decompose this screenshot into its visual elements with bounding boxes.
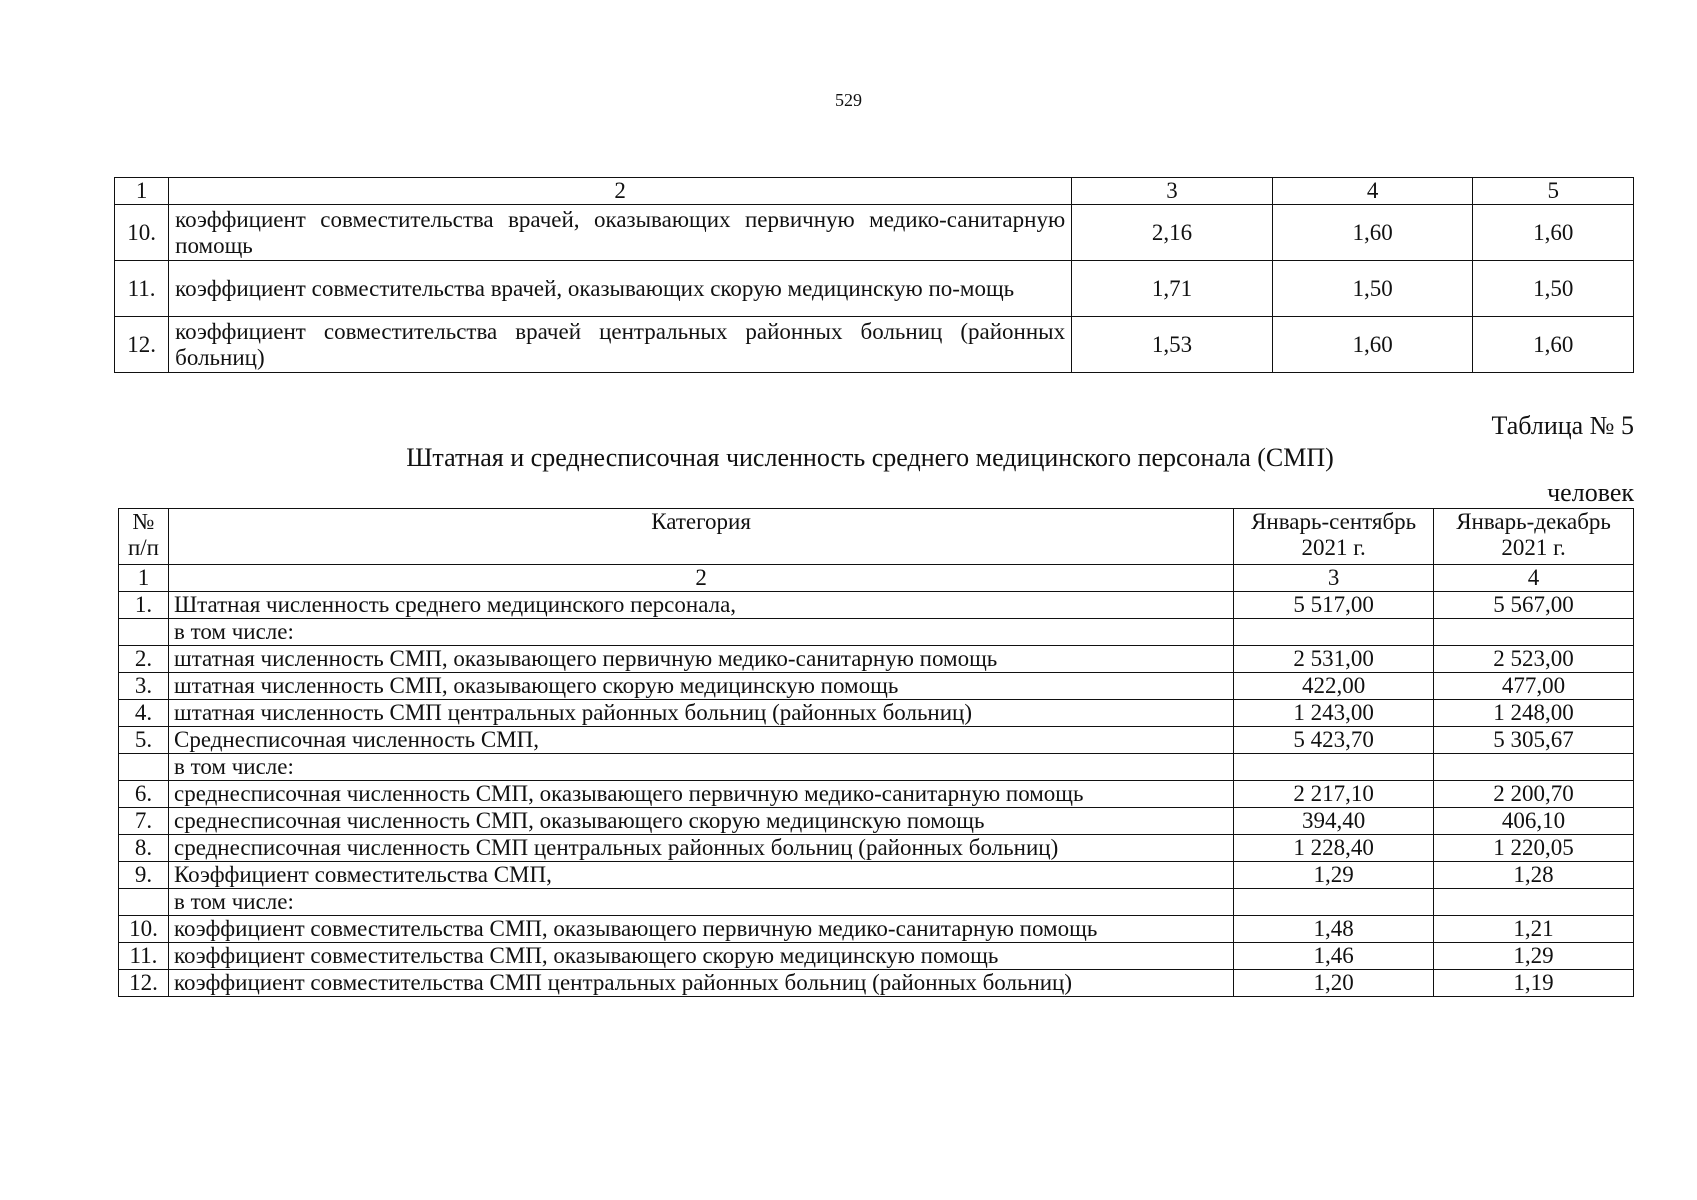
row-value-12m: 5 567,00: [1434, 592, 1634, 619]
header-category: [168, 509, 1233, 565]
row-value: 2,16: [1072, 205, 1273, 261]
row-value: 1,60: [1272, 205, 1473, 261]
table-row: [119, 592, 1634, 619]
row-value-12m: 1,29: [1434, 943, 1634, 970]
row-category: штатная численность СМП, оказывающего первичную медико-санитарную помощь: [168, 646, 1233, 673]
row-value-9m: 5 517,00: [1234, 592, 1434, 619]
row-value-12m: 1,28: [1434, 862, 1634, 889]
row-value-12m: 1 220,05: [1434, 835, 1634, 862]
header-period-9m: [1234, 509, 1434, 565]
column-number: 4: [1434, 565, 1634, 592]
table-row: [119, 889, 1634, 916]
staff-table: [118, 508, 1634, 997]
table-row: [119, 673, 1634, 700]
row-value-9m: 422,00: [1234, 673, 1434, 700]
column-numbers-row: [119, 565, 1634, 592]
row-number: 1.: [119, 592, 169, 619]
table-header-row: [115, 178, 1634, 205]
row-number: 10.: [119, 916, 169, 943]
row-value: 1,50: [1272, 261, 1473, 317]
row-value-12m: 477,00: [1434, 673, 1634, 700]
row-category: коэффициент совместительства СМП центральных районных больниц (районных больниц): [168, 970, 1233, 997]
row-number: 12.: [119, 970, 169, 997]
units-label: человек: [1547, 478, 1634, 507]
column-number: 4: [1272, 178, 1473, 205]
row-value: 1,50: [1473, 261, 1634, 317]
column-number: 3: [1072, 178, 1273, 205]
row-value-12m: 1,21: [1434, 916, 1634, 943]
table-row: [115, 205, 1634, 261]
table-row: [119, 619, 1634, 646]
row-category: штатная численность СМП, оказывающего скорую медицинскую помощь: [168, 673, 1233, 700]
row-value-9m: [1234, 619, 1434, 646]
row-category: в том числе:: [168, 619, 1233, 646]
row-text: коэффициент совместительства врачей, оказывающих первичную медико-санитарную помощь: [169, 205, 1072, 261]
row-number: 9.: [119, 862, 169, 889]
row-number: 5.: [119, 727, 169, 754]
header-period-12m-text: Январь-декабрь 2021 г.: [1456, 509, 1611, 560]
row-number: 10.: [115, 205, 169, 261]
table-row: [119, 808, 1634, 835]
table-row: [119, 781, 1634, 808]
row-value-12m: 2 200,70: [1434, 781, 1634, 808]
header-number-text: № п/п: [127, 509, 159, 560]
continued-table: [114, 177, 1634, 373]
table-row: [119, 916, 1634, 943]
table-row: [115, 261, 1634, 317]
row-value-9m: 5 423,70: [1234, 727, 1434, 754]
staff-table-body: [119, 592, 1634, 997]
row-category: Коэффициент совместительства СМП,: [168, 862, 1233, 889]
column-number: 2: [168, 565, 1233, 592]
row-number: 3.: [119, 673, 169, 700]
table-row: [119, 835, 1634, 862]
row-value-9m: 1,48: [1234, 916, 1434, 943]
row-text: коэффициент совместительства врачей, оказывающих скорую медицинскую по-мощь: [169, 261, 1072, 317]
header-number: [119, 509, 169, 565]
row-value-12m: 2 523,00: [1434, 646, 1634, 673]
column-number: 1: [115, 178, 169, 205]
row-number: 7.: [119, 808, 169, 835]
row-value: 1,60: [1473, 317, 1634, 373]
header-period-9m-text: Январь-сентябрь 2021 г.: [1251, 509, 1417, 560]
table-row: [119, 943, 1634, 970]
table-row: [119, 970, 1634, 997]
row-number: 4.: [119, 700, 169, 727]
row-value-9m: 1,46: [1234, 943, 1434, 970]
row-value-12m: 1 248,00: [1434, 700, 1634, 727]
row-value-9m: 2 531,00: [1234, 646, 1434, 673]
row-category: среднесписочная численность СМП, оказывающего первичную медико-санитарную помощь: [168, 781, 1233, 808]
row-value-9m: 2 217,10: [1234, 781, 1434, 808]
page-number: 529: [835, 90, 862, 110]
row-value-9m: 394,40: [1234, 808, 1434, 835]
row-number: [119, 754, 169, 781]
row-number: 2.: [119, 646, 169, 673]
row-category: коэффициент совместительства СМП, оказывающего скорую медицинскую помощь: [168, 943, 1233, 970]
row-value-9m: [1234, 889, 1434, 916]
row-value-12m: 5 305,67: [1434, 727, 1634, 754]
row-value-12m: 406,10: [1434, 808, 1634, 835]
table-row: [119, 700, 1634, 727]
row-number: [119, 619, 169, 646]
row-category: в том числе:: [168, 889, 1233, 916]
row-number: 11.: [115, 261, 169, 317]
row-category: Штатная численность среднего медицинского персонала,: [168, 592, 1233, 619]
row-value-12m: 1,19: [1434, 970, 1634, 997]
header-category-text: Категория: [651, 509, 751, 534]
row-value-9m: [1234, 754, 1434, 781]
row-number: 8.: [119, 835, 169, 862]
row-value-9m: 1 228,40: [1234, 835, 1434, 862]
row-category: Среднесписочная численность СМП,: [168, 727, 1233, 754]
column-number: 2: [169, 178, 1072, 205]
row-category: среднесписочная численность СМП центральных районных больниц (районных больниц): [168, 835, 1233, 862]
column-number: 3: [1234, 565, 1434, 592]
header-period-12m: [1434, 509, 1634, 565]
row-text: коэффициент совместительства врачей центральных районных больниц (районных больниц): [169, 317, 1072, 373]
row-value-9m: 1,20: [1234, 970, 1434, 997]
row-number: 11.: [119, 943, 169, 970]
table-row: [115, 317, 1634, 373]
row-value: 1,60: [1272, 317, 1473, 373]
row-value-9m: 1,29: [1234, 862, 1434, 889]
table-row: [119, 862, 1634, 889]
table-title: Штатная и среднесписочная численность среднего медицинского персонала (СМП): [406, 443, 1334, 472]
row-number: 6.: [119, 781, 169, 808]
row-category: коэффициент совместительства СМП, оказывающего первичную медико-санитарную помощь: [168, 916, 1233, 943]
table-caption: Таблица № 5: [1491, 411, 1634, 440]
row-value: 1,53: [1072, 317, 1273, 373]
row-number: 12.: [115, 317, 169, 373]
row-number: [119, 889, 169, 916]
row-value-12m: [1434, 754, 1634, 781]
row-category: среднесписочная численность СМП, оказывающего скорую медицинскую помощь: [168, 808, 1233, 835]
table-header-row: [119, 509, 1634, 565]
column-number: 1: [119, 565, 169, 592]
row-value-9m: 1 243,00: [1234, 700, 1434, 727]
row-category: штатная численность СМП центральных районных больниц (районных больниц): [168, 700, 1233, 727]
table-row: [119, 646, 1634, 673]
column-number: 5: [1473, 178, 1634, 205]
table-row: [119, 727, 1634, 754]
row-category: в том числе:: [168, 754, 1233, 781]
table-row: [119, 754, 1634, 781]
row-value: 1,71: [1072, 261, 1273, 317]
row-value-12m: [1434, 619, 1634, 646]
row-value-12m: [1434, 889, 1634, 916]
row-value: 1,60: [1473, 205, 1634, 261]
